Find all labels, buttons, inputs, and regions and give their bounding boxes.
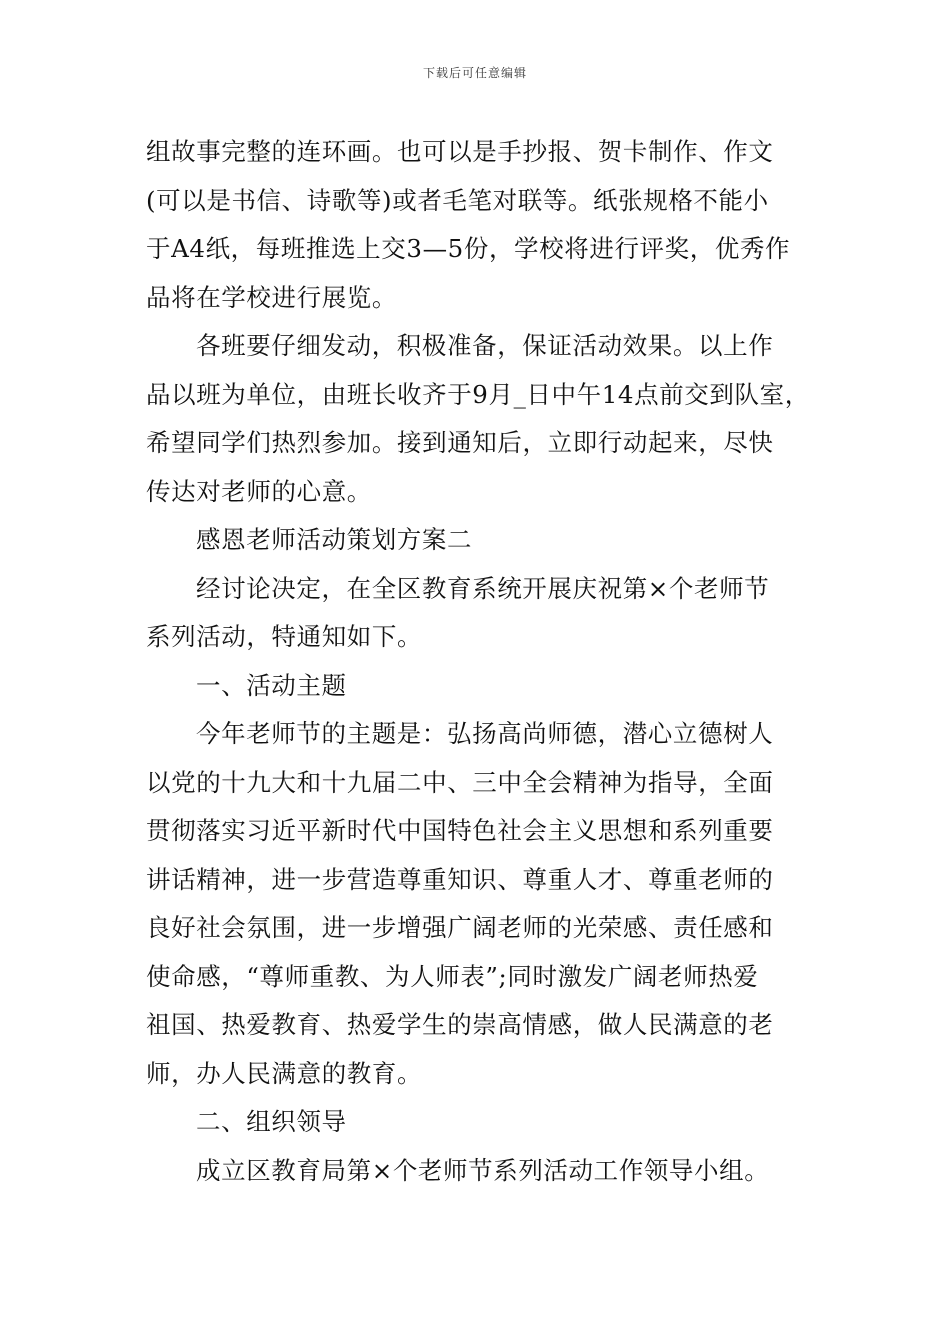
text-line: 系列活动，特通知如下。: [146, 622, 423, 651]
text-line: (可以是书信、诗歌等)或者毛笔对联等。纸张规格不能小: [146, 185, 769, 215]
page-header: 下载后可任意编辑: [422, 66, 527, 80]
text-line: 传达对老师的心意。: [146, 476, 372, 506]
section-heading: 感恩老师活动策划方案二: [196, 525, 473, 554]
text-line: 使命感，“尊师重教、为人师表”;同时激发广阔老师热爱: [146, 961, 759, 991]
text-line: 于A4纸，每班推选上交3—5份，学校将进行评奖，优秀作: [146, 234, 791, 263]
document-body: [146, 128, 816, 1195]
text-line: 祖国、热爱教育、热爱学生的崇高情感，做人民满意的老: [146, 1010, 774, 1039]
text-line: 以党的十九大和十九届二中、三中全会精神为指导，全面: [146, 767, 774, 797]
text-line: 讲话精神，进一步营造尊重知识、尊重人才、尊重老师的: [146, 864, 774, 894]
text-line: 良好社会氛围，进一步增强广阔老师的光荣感、责任感和: [146, 913, 774, 942]
text-line: 品将在学校进行展览。: [146, 282, 397, 312]
text-line: 师，办人民满意的教育。: [146, 1058, 423, 1088]
text-line: 今年老师节的主题是：弘扬高尚师德，潜心立德树人: [196, 719, 774, 748]
text-line: 贯彻落实习近平新时代中国特色社会主义思想和系列重要: [146, 816, 774, 845]
section-heading: 二、组织领导: [196, 1107, 347, 1136]
text-line: 经讨论决定，在全区教育系统开展庆祝第×个老师节: [196, 573, 770, 603]
text-line: 组故事完整的连环画。也可以是手抄报、贺卡制作、作文: [146, 137, 774, 166]
text-line: 希望同学们热烈参加。接到通知后，立即行动起来，尽快: [146, 428, 774, 457]
text-line: 成立区教育局第×个老师节系列活动工作领导小组。: [196, 1155, 770, 1185]
text-line: 品以班为单位，由班长收齐于9月_日中午14点前交到队室，: [146, 379, 810, 409]
text-line: 各班要仔细发动，积极准备，保证活动效果。以上作: [196, 331, 774, 360]
section-heading: 一、活动主题: [196, 670, 347, 700]
